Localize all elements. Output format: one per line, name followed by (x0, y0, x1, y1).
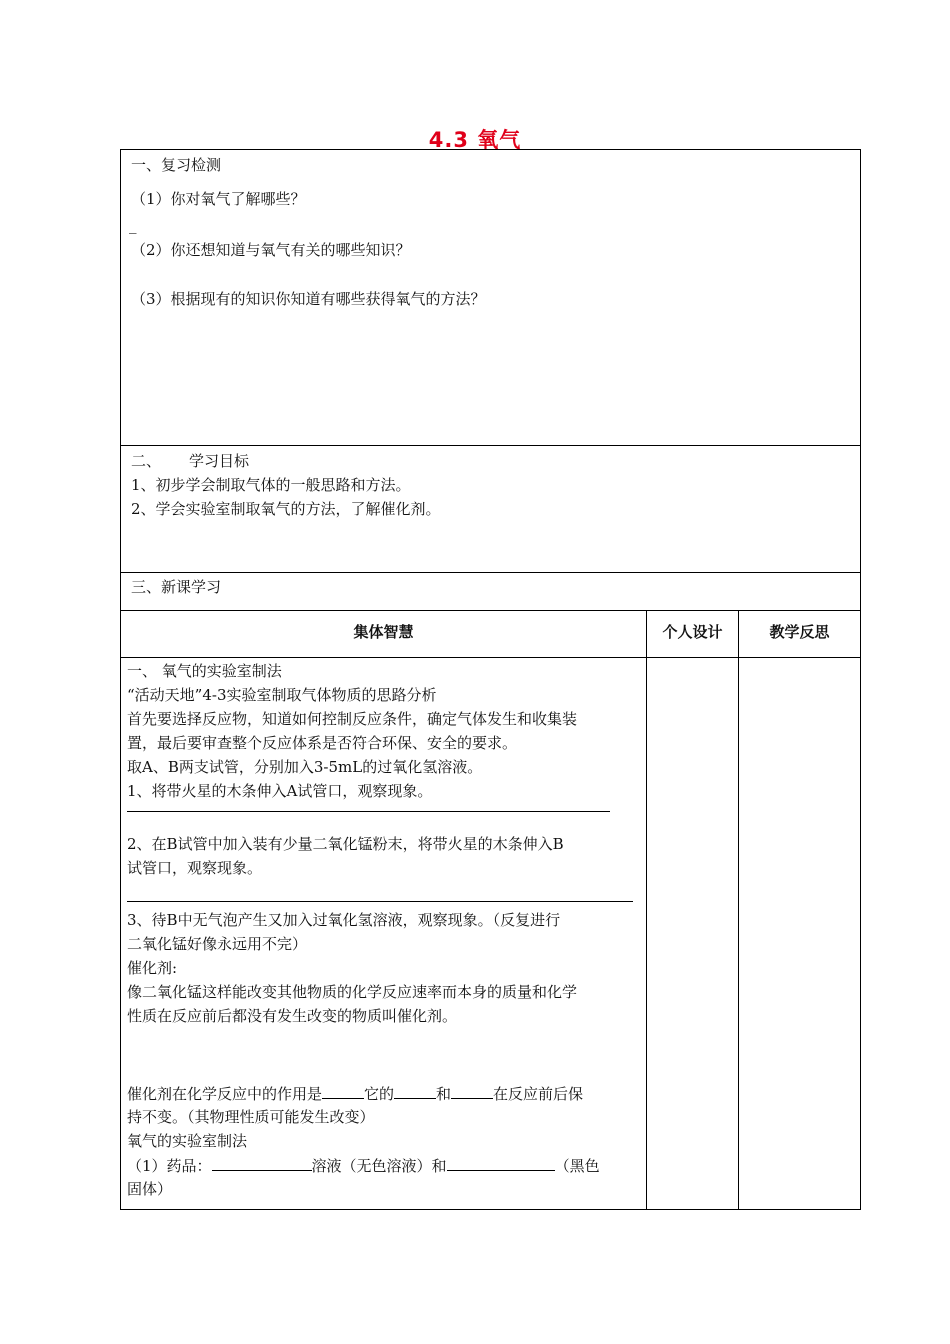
sentence-part: （1）药品： (127, 1157, 212, 1175)
content-line: 持不变。（其物理性质可能发生改变） (127, 1108, 375, 1126)
content-line: 二氧化锰好像永远用不完） (127, 935, 308, 953)
page-title: 4.3 氧气 (428, 128, 522, 152)
answer-line (127, 901, 633, 902)
sentence-part: 催化剂在化学反应中的作用是 (127, 1085, 323, 1103)
goals-heading-text: 学习目标 (189, 452, 250, 470)
column-header-collective: 集体智慧 (353, 623, 414, 641)
fill-blank[interactable] (447, 1156, 555, 1171)
goals-section (120, 445, 861, 573)
fill-blank[interactable] (394, 1084, 436, 1099)
content-line: “活动天地”4-3实验室制取气体物质的思路分析 (127, 686, 437, 704)
content-line: 催化剂: (127, 959, 178, 977)
column-divider (738, 658, 739, 1209)
new-lesson-section (120, 572, 861, 611)
content-line: 2、在B试管中加入装有少量二氧化锰粉末，将带火星的木条伸入B (127, 835, 564, 853)
content-line: 性质在反应前后都没有发生改变的物质叫催化剂。 (127, 1007, 458, 1025)
column-header-reflection: 教学反思 (769, 623, 830, 641)
content-line: 一、 氧气的实验室制法 (127, 662, 282, 680)
fill-blank[interactable] (451, 1084, 493, 1099)
content-line: 3、待B中无气泡产生又加入过氧化氢溶液，观察现象。（反复进行 (127, 911, 561, 929)
stray-mark: _ (129, 216, 137, 234)
content-line: 固体） (127, 1180, 173, 1198)
sentence-part: 溶液（无色溶液）和 (311, 1157, 447, 1175)
reagents-line (127, 1156, 600, 1175)
review-heading: 一、复习检测 (131, 156, 222, 174)
content-line: 氧气的实验室制法 (127, 1132, 248, 1150)
review-question-3: （3）根据现有的知识你知道有哪些获得氧气的方法？ (131, 290, 486, 308)
fill-blank[interactable] (212, 1156, 312, 1171)
content-row (120, 657, 861, 1210)
review-section (120, 149, 861, 446)
column-header-row (120, 610, 861, 658)
review-question-2: （2）你还想知道与氧气有关的哪些知识？ (131, 241, 411, 259)
goal-item-1: 1、初步学会制取气体的一般思路和方法。 (131, 476, 411, 494)
fill-in-sentence (127, 1084, 583, 1103)
new-lesson-heading: 三、新课学习 (131, 578, 222, 596)
sentence-part: 在反应前后保 (493, 1085, 584, 1103)
content-line: 1、将带火星的木条伸入A试管口，观察现象。 (127, 782, 433, 800)
goals-heading-number: 二、 (131, 452, 162, 470)
goal-item-2: 2、学会实验室制取氧气的方法，了解催化剂。 (131, 500, 441, 518)
sentence-part: 它的 (364, 1085, 395, 1103)
content-line: 首先要选择反应物，知道如何控制反应条件，确定气体发生和收集装 (127, 710, 578, 728)
fill-blank[interactable] (322, 1084, 364, 1099)
content-line: 置，最后要审查整个反应体系是否符合环保、安全的要求。 (127, 734, 518, 752)
content-line: 取A、B两支试管，分别加入3-5mL的过氧化氢溶液。 (127, 758, 483, 776)
review-question-1: （1）你对氧气了解哪些？ (131, 190, 306, 208)
column-divider (646, 658, 647, 1209)
sentence-part: （黑色 (554, 1157, 600, 1175)
column-header-personal: 个人设计 (662, 623, 723, 641)
sentence-part: 和 (436, 1085, 452, 1103)
content-line: 像二氧化锰这样能改变其他物质的化学反应速率而本身的质量和化学 (127, 983, 578, 1001)
content-line: 试管口，观察现象。 (127, 859, 263, 877)
answer-line (127, 811, 610, 812)
